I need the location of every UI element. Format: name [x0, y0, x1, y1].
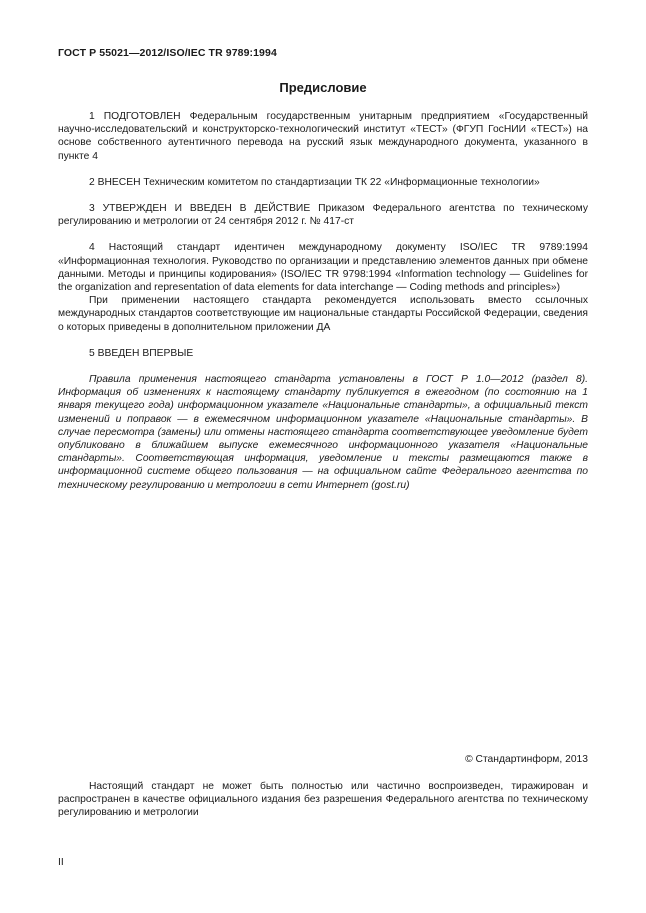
paragraph-reference-note: При применении настоящего стандарта рекомендуется использовать вместо ссылочных международных стандартов соответствующие им национальные стандарты Российской Федерации, сведения о которых приведены в дополнительном приложении ДА	[58, 295, 588, 333]
paragraph-application-rules: Правила применения настоящего стандарта установлены в ГОСТ Р 1.0—2012 (раздел 8). Информация об изменениях к настоящему стандарту публикуется в ежегодном (по состоянию на 1 января текущего года) информационном указателе «Национальные стандарты», а официальный текст изменений и поправок — в ежемесячном информационном указателе «Национальные стандарты». В случае пересмотра (замены) или отмены настоящего стандарта соответствующее уведомление будет опубликовано в ближайшем выпуске ежемесячного информационного указателя «Национальные стандарты». Соответствующая информация, уведомление и тексты размещаются также в информационной системе общего пользования — на официальном сайте Федерального агентства по техническому регулированию и метрологии в сети Интернет (gost.ru)	[58, 374, 588, 491]
copyright-notice: © Стандартинформ, 2013	[465, 754, 588, 765]
paragraph-approved: 3 УТВЕРЖДЕН И ВВЕДЕН В ДЕЙСТВИЕ Приказом Федерального агентства по техническому регулированию и метрологии от 24 сентября 2012 г. № 417-ст	[58, 203, 588, 228]
paragraph-first-introduced: 5 ВВЕДЕН ВПЕРВЫЕ	[89, 347, 194, 359]
paragraph-introduced: 2 ВНЕСЕН Техническим комитетом по стандартизации ТК 22 «Информационные технологии»	[89, 176, 540, 188]
page-title: Предисловие	[279, 80, 367, 95]
paragraph-identical: 4 Настоящий стандарт идентичен международному документу ISO/IEC TR 9789:1994 «Информационная технология. Руководство по организации и представлению элементов данных при обмене данными. Методы и принципы кодирования» (ISO/IEC TR 9798:1994 «Information technology — Guidelines for the organization and representation of data elements for data interchange — Coding methods and principles»)	[58, 242, 588, 294]
foreword-body	[58, 110, 588, 492]
paragraph-prepared: 1 ПОДГОТОВЛЕН Федеральным государственным унитарным предприятием «Государственный научно-исследовательский и конструкторско-технологический институт «ТЕСТ» (ФГУП ГосНИИ «ТЕСТ») на основе собственного аутентичного перевода на русский язык международного документа, указанного в пункте 4	[58, 111, 588, 162]
page-number: II	[58, 857, 64, 868]
document-header-code: ГОСТ Р 55021—2012/ISO/IEC TR 9789:1994	[58, 47, 277, 59]
legal-notice: Настоящий стандарт не может быть полностью или частично воспроизведен, тиражирован и распространен в качестве официального издания без разрешения Федерального агентства по техническому регулированию и метрологии	[58, 781, 588, 819]
